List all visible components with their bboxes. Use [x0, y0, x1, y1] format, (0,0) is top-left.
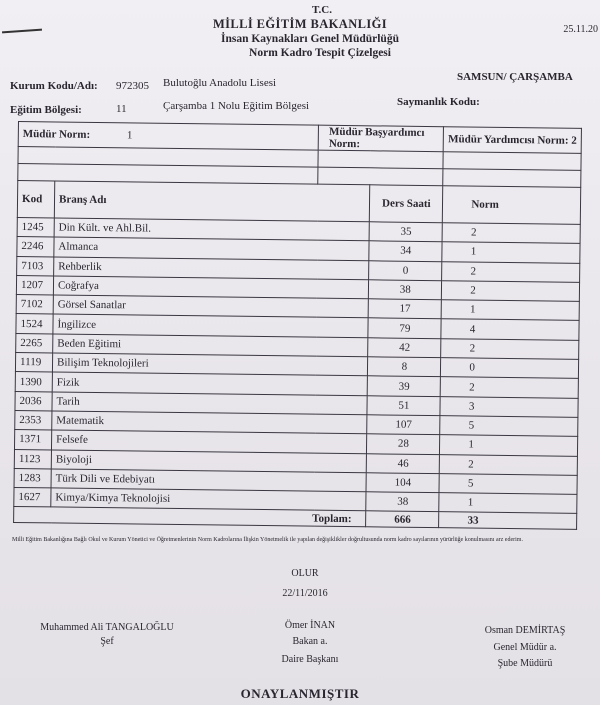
row-branch: Felsefe — [51, 430, 367, 453]
header-ministry: MİLLİ EĞİTİM BAKANLIĞI — [212, 17, 388, 31]
row-branch: Coğrafya — [53, 276, 369, 299]
row-hours: 0 — [369, 260, 442, 280]
treasury-label: Saymanlık Kodu: — [397, 96, 480, 108]
institution-name: Bulutoğlu Anadolu Lisesi — [163, 77, 277, 89]
footnote: Milli Eğitim Bakanlığına Bağlı Okul ve Kurum Yönetici ve Öğretmenlerinin Norm Kadrolarına İlişkin Yönetmelik ile yapılan değişiklikler doğrultusunda norm kadro sayılarının yürürlüğe konulmasını arz ederim. — [12, 537, 523, 543]
row-branch: Kimya/Kimya Teknolojisi — [51, 488, 367, 511]
row-hours: 46 — [367, 453, 440, 473]
row-norm: 0 — [441, 358, 579, 379]
row-hours: 79 — [368, 318, 441, 338]
row-code: 1245 — [17, 217, 54, 237]
right-signer-title2: Şube Müdürü — [497, 658, 553, 669]
row-code: 1283 — [14, 468, 51, 488]
row-hours: 28 — [367, 434, 440, 454]
principal-label: Müdür Norm: — [22, 128, 91, 141]
row-code: 2265 — [16, 333, 53, 353]
row-norm: 2 — [441, 377, 579, 398]
row-norm: 2 — [440, 454, 578, 475]
row-branch: Beden Eğitimi — [53, 334, 369, 357]
left-signer-title: Şef — [100, 636, 114, 647]
branch-rows — [14, 217, 580, 513]
center-signer-title1: Bakan a. — [292, 636, 328, 647]
code-header: Kod — [17, 181, 54, 218]
row-branch: Fizik — [52, 372, 368, 395]
row-branch: Matematik — [52, 411, 368, 434]
row-hours: 8 — [368, 357, 441, 377]
row-hours: 42 — [368, 338, 441, 358]
deputy-label: Müdür Yardımcısı Norm: — [448, 133, 569, 147]
row-norm: 1 — [441, 300, 579, 321]
row-code: 1123 — [14, 449, 51, 469]
total-label: Toplam: — [14, 507, 367, 527]
row-hours: 39 — [368, 376, 441, 396]
row-branch: İngilizce — [53, 314, 369, 337]
row-branch: Almanca — [54, 237, 370, 260]
total-hours: 666 — [366, 511, 439, 528]
center-signer-name: Ömer İNAN — [284, 620, 336, 631]
row-code: 1390 — [15, 372, 52, 392]
row-norm: 4 — [441, 319, 579, 340]
principal-value: 1 — [126, 129, 133, 142]
norm-header: Norm — [443, 186, 581, 225]
norm-table — [13, 121, 582, 530]
right-signer-title1: Genel Müdür a. — [493, 642, 557, 653]
row-code: 2353 — [15, 410, 52, 430]
row-branch: Tarih — [52, 392, 368, 415]
row-norm: 2 — [442, 261, 580, 282]
top-date: 25.11.20 — [563, 24, 598, 35]
row-code: 1119 — [15, 353, 52, 373]
row-code: 2246 — [17, 237, 54, 257]
document-title: Norm Kadro Tespit Çizelgesi — [249, 47, 391, 59]
row-norm: 5 — [440, 416, 578, 437]
header-directorate: İnsan Kaynakları Genel Müdürlüğü — [221, 33, 399, 45]
row-branch: Bilişim Teknolojileri — [52, 353, 368, 376]
row-norm: 1 — [440, 435, 578, 456]
right-signer-name: Osman DEMİRTAŞ — [484, 625, 566, 636]
left-signer-name: Muhammed Ali TANGALOĞLU — [40, 622, 174, 633]
row-code: 2036 — [15, 391, 52, 411]
row-hours: 34 — [369, 241, 442, 261]
row-branch: Rehberlik — [54, 257, 370, 280]
approved-status: ONAYLANMIŞTIR — [240, 686, 360, 701]
row-branch: Din Kült. ve Ahl.Bil. — [54, 218, 370, 241]
hours-header: Ders Saati — [370, 185, 443, 223]
row-hours: 38 — [366, 492, 439, 512]
total-norm: 33 — [439, 512, 577, 530]
row-norm: 1 — [439, 493, 577, 514]
row-hours: 38 — [369, 280, 442, 300]
row-hours: 51 — [367, 395, 440, 415]
approval-date: 22/11/2016 — [282, 588, 328, 599]
location: SAMSUN/ ÇARŞAMBA — [457, 71, 573, 83]
row-code: 7103 — [17, 256, 54, 276]
row-code: 1524 — [16, 314, 53, 334]
row-code: 7102 — [16, 295, 53, 315]
row-norm: 1 — [442, 242, 580, 263]
row-norm: 2 — [442, 281, 580, 302]
deputy-value: 2 — [571, 134, 577, 147]
principal-cell — [18, 122, 318, 151]
chief-deputy-label: Müdür Başyardımcı Norm: — [318, 125, 444, 152]
row-code: 1371 — [14, 430, 51, 450]
row-hours: 107 — [367, 415, 440, 435]
institution-label: Kurum Kodu/Adı: — [10, 80, 98, 92]
row-norm: 5 — [439, 474, 577, 495]
row-norm: 3 — [440, 396, 578, 417]
row-norm: 2 — [442, 223, 580, 244]
region-name: Çarşamba 1 Nolu Eğitim Bölgesi — [163, 100, 310, 112]
row-branch: Biyoloji — [51, 449, 367, 472]
olur-label: OLUR — [291, 568, 319, 579]
row-hours: 17 — [368, 299, 441, 319]
region-code: 11 — [116, 103, 127, 115]
region-label: Eğitim Bölgesi: — [10, 104, 82, 116]
row-code: 1207 — [16, 275, 53, 295]
header-tc: T.C. — [312, 4, 332, 16]
row-hours: 35 — [369, 222, 442, 242]
deputy-cell — [444, 127, 582, 154]
institution-code: 972305 — [116, 80, 149, 92]
row-branch: Görsel Sanatlar — [53, 295, 369, 318]
row-branch: Türk Dili ve Edebiyatı — [51, 469, 367, 492]
center-signer-title2: Daire Başkanı — [281, 654, 339, 665]
row-code: 1627 — [14, 488, 51, 508]
row-hours: 104 — [366, 473, 439, 493]
branch-header: Branş Adı — [54, 181, 370, 222]
row-norm: 2 — [441, 338, 579, 359]
